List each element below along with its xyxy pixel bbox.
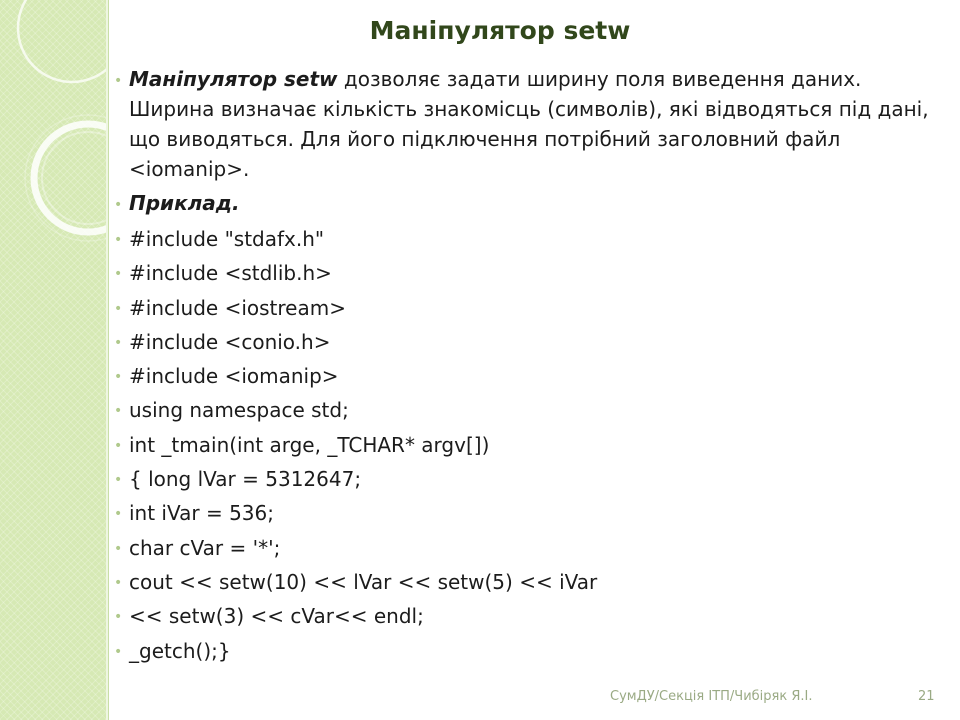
code-line (112, 496, 932, 530)
band-edge-line (108, 0, 109, 720)
code-line-text: cout << setw(10) << lVar << setw(5) << iVar (129, 569, 598, 594)
code-line-text: #include <iostream> (129, 295, 346, 320)
bullet-icon: • (114, 300, 123, 317)
example-heading (112, 188, 932, 218)
bullet-icon: • (114, 403, 123, 420)
code-line-text: _getch();} (129, 638, 231, 663)
bullet-icon: • (114, 472, 123, 489)
page-number: 21 (918, 689, 935, 704)
code-line-text: #include "stdafx.h" (129, 227, 325, 251)
code-line-text: #include <conio.h> (129, 329, 331, 354)
bullet-icon: • (114, 506, 123, 523)
code-line (112, 531, 932, 565)
code-line (112, 428, 932, 462)
bullet-icon: • (114, 643, 123, 660)
code-line-text: using namespace std; (129, 398, 349, 423)
code-line (112, 291, 932, 325)
code-line (112, 222, 932, 256)
intro-paragraph (112, 64, 932, 184)
code-line-text: int iVar = 536; (129, 501, 274, 526)
bullet-icon: • (114, 540, 123, 557)
intro-term: Маніпулятор setw (129, 67, 338, 91)
bullet-icon: • (114, 609, 123, 626)
code-line-text: char cVar = '*'; (129, 535, 281, 560)
bullet-icon: • (114, 334, 123, 351)
code-line (112, 565, 932, 599)
slide-title: Маніпулятор setw (369, 16, 631, 45)
bullet-icon: • (114, 232, 123, 248)
code-line (112, 359, 932, 393)
footer-author: СумДУ/Секція ІТП/Чибіряк Я.І. (610, 689, 813, 704)
code-line-text: #include <stdlib.h> (129, 261, 332, 286)
slide-content (112, 64, 932, 668)
bullet-icon: • (114, 197, 123, 213)
code-line (112, 599, 932, 633)
code-line (112, 325, 932, 359)
bullet-icon: • (114, 369, 123, 386)
bullet-icon: • (114, 574, 123, 591)
intro-text: дозволяє задати ширину поля виведення даних. Ширина визначає кількість знакомісць (символів), які відводяться під дані, що виводяться. Для його підключення потрібний заголовний файл <iomanip>. (129, 67, 929, 181)
bullet-icon: • (114, 266, 123, 283)
bullet-icon: • (114, 437, 123, 454)
bullet-icon: • (114, 73, 123, 89)
example-label: Приклад. (129, 191, 240, 215)
code-line (112, 393, 932, 427)
code-line-text: { long lVar = 5312647; (129, 467, 362, 492)
code-list (112, 222, 932, 668)
code-line (112, 634, 932, 668)
code-line (112, 462, 932, 496)
code-line-text: << setw(3) << cVar<< endl; (129, 604, 424, 629)
code-line (112, 256, 932, 290)
code-line-text: int _tmain(int arge, _TCHAR* argv[]) (129, 432, 490, 457)
code-line-text: #include <iomanip> (129, 364, 339, 389)
